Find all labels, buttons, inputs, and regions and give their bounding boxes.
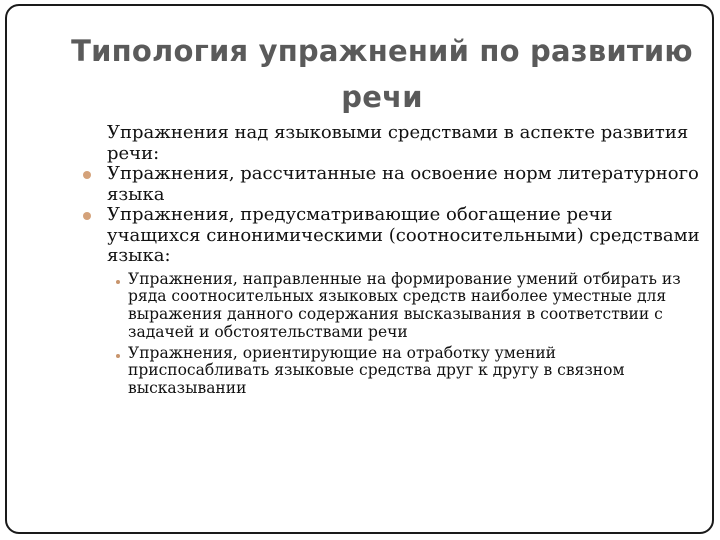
sub-bullet-dot-icon [116,354,120,358]
slide-body [81,123,711,401]
sub-list-item [115,345,687,398]
sub-list [115,271,687,399]
list-item [81,205,711,267]
list-item [81,164,711,205]
bullet-icon [81,164,107,185]
sub-bullet-icon [115,271,128,289]
bullet-icon [81,205,107,226]
sub-list-item [115,271,687,342]
bullet-dot-icon [83,212,91,220]
bullet-dot-icon [83,171,91,179]
sub-bullet-dot-icon [116,280,120,284]
intro-text [81,123,711,164]
sub-list-item-text: Упражнения, направленные на формирование умений отбирать из ряда соотносительных языковых средств наиболее уместные для выражения данного содержания высказывания в соответствии с задачей и обстоятельствами речи [128,269,681,341]
list-item-text: Упражнения, рассчитанные на освоение норм литературного языка [107,163,699,205]
sub-bullet-icon [115,345,128,363]
intro-text-label: Упражнения над языковыми средствами в аспекте развития речи: [107,122,689,164]
slide-frame [5,4,714,534]
sub-list-item-text: Упражнения, ориентирующие на отработку умений приспосабливать языковые средства друг к другу в связном высказывании [128,343,625,398]
slide-title: Типология упражнений по развитию речи [71,34,693,114]
list-item-text: Упражнения, предусматривающие обогащение речи учащихся синонимическими (соотносительными) средствами языка: [107,204,700,266]
